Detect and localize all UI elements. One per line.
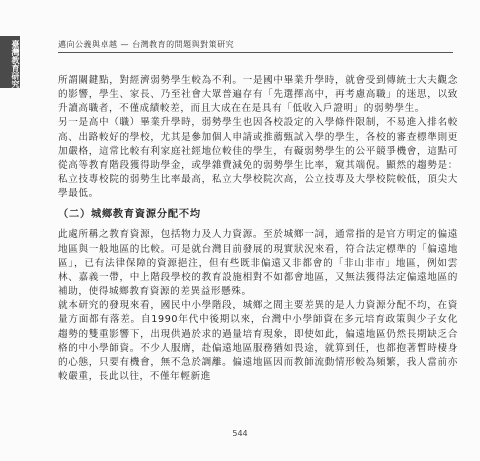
page-number: 544 [232, 429, 248, 438]
paragraph: 此處所稱之教育資源，包括物力及人力資源。至於城鄉一詞，通常指的是官方明定的偏遠地區與一般地區的比較。可是就台灣目前發展的現實狀況來看，符合法定標準的「偏遠地區」，已有法律保障的資源挹注，但有些既非偏遠又非都會的「非山非市」地區，例如雲林、嘉義一帶，中上階段學校的教育設施相對不如都會地區，又無法獲得法定偏遠地區的補助，使得城鄉教育資源的差異益形懸殊。 [58, 229, 458, 298]
chapter-side-tab: 臺灣教育研究 [0, 36, 20, 88]
paragraph: 所謂關鍵點，對經濟弱勢學生較為不利。一是國中畢業升學時，就會受到傳統士大夫觀念的影響，學生、家長、乃至社會大眾普遍存有「先選擇高中，再考慮高職」的迷思，以致升讀高職者，不僅成績較差，而且大成在在是具有「低收入戶證明」的弱勢學生。 [58, 75, 458, 115]
running-head: 邁向公義與卓越 — 台灣教育的問題與對策研究 [58, 40, 235, 49]
paragraph: 就本研究的發現來看，國民中小學階段，城鄉之間主要差異的是人力資源分配不均，在資量方面都有落差。自1990年代中後期以來，台灣中小學師資在多元培育政策與少子女化趨勢的雙重影響下，出現供過於求的過量培育現象，即使如此，偏遠地區仍然長期缺乏合格的中小學師資。不少人服膺，赴偏遠地區服務猶如畏途，就算到任，也都抱著暫時棲身的心態，只要有機會，無不急於調離。偏遠地區因而教師流動情形較為頻繁，我人當前亦較嚴重，長此以往，不僅年輕新進 [58, 300, 458, 382]
paragraph: 另一是高中（職）畢業升學時，弱勢學生也因各校設定的入學條件限制，不易進入排名較高、出路較好的學校，尤其是參加個人申請或推薦甄試入學的學生，各校的審查標準則更加嚴格，這常比較有利家庭社經地位較佳的學生，有礙弱勢學生的公平競爭機會，這點可從高等教育階段獲得助學金，或學雜費減免的弱勢學生比率，窺其端倪。顯然的趨勢是：私立技專校院的弱勢生比率最高，私立大學校院次高，公立技專及大學校院較低，頂尖大學最低。 [58, 117, 458, 200]
body-text [58, 74, 458, 384]
section-heading: （二）城鄉教育資源分配不均 [58, 209, 201, 221]
header-rule [58, 52, 453, 53]
